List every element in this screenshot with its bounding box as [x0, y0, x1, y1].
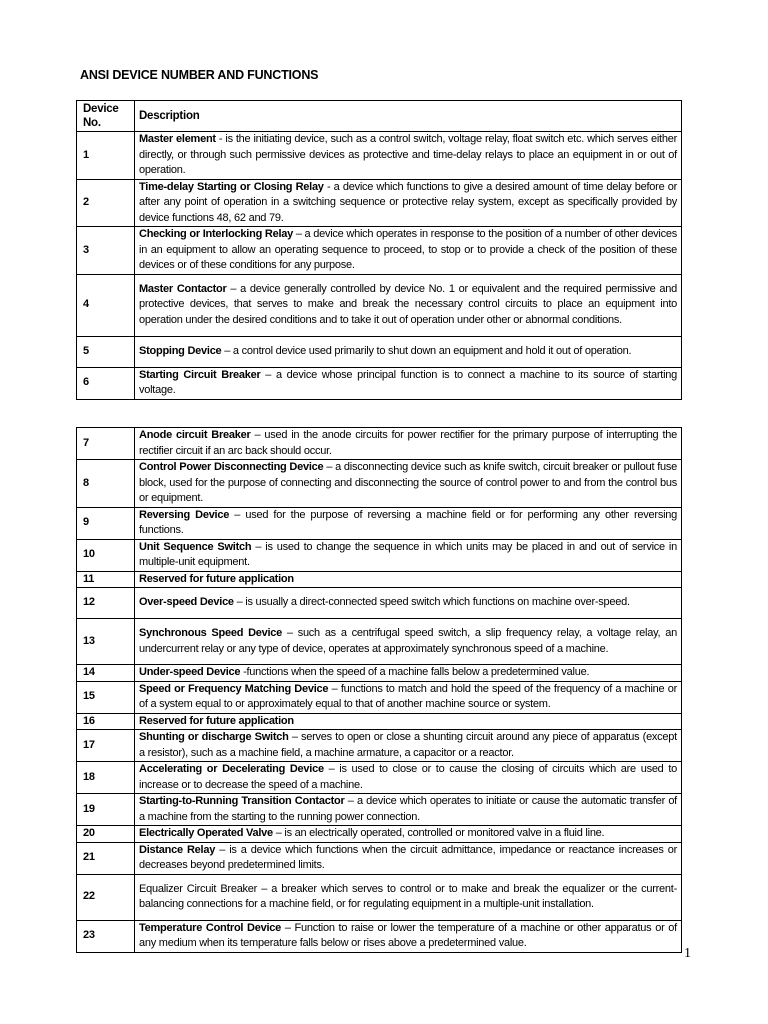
- device-function-text: – is an electrically operated, controlled or monitored valve in a fluid line.: [272, 827, 605, 839]
- device-description: [135, 794, 682, 826]
- device-description: [135, 539, 682, 571]
- table-row: [77, 539, 682, 571]
- page-number: 1: [684, 946, 691, 961]
- table-row: [77, 428, 682, 460]
- device-number: 20: [77, 826, 135, 843]
- device-description: [135, 619, 682, 665]
- table-row: [77, 571, 682, 588]
- device-number: 9: [77, 507, 135, 539]
- device-function-text: – is used to change the sequence in which units may be placed in and out of service in multiple-unit equipment.: [139, 540, 677, 568]
- table-row: [77, 730, 682, 762]
- device-function-text: – Function to raise or lower the temperature of a machine or other apparatus or of any medium when its temperature falls below or rises above a predetermined value.: [139, 921, 677, 949]
- device-number: 3: [77, 227, 135, 275]
- device-number: 12: [77, 588, 135, 619]
- device-name: Reserved for future application: [139, 572, 294, 585]
- device-number: 8: [77, 460, 135, 508]
- table-row: [77, 874, 682, 920]
- device-description: [135, 179, 682, 227]
- page-title: ANSI DEVICE NUMBER AND FUNCTIONS: [80, 68, 319, 82]
- device-number: 14: [77, 665, 135, 682]
- device-description: [135, 826, 682, 843]
- device-description: [135, 132, 682, 180]
- table-row: [77, 179, 682, 227]
- device-name: Under-speed Device: [139, 666, 241, 678]
- table-row: [77, 920, 682, 952]
- device-description: [135, 762, 682, 794]
- table-row: [77, 681, 682, 713]
- device-description: [135, 274, 682, 336]
- device-function-text: – a control device used primarily to shut down an equipment and hold it out of operation.: [221, 344, 632, 357]
- device-function-text: – a device which operates in response to the position of a number of other devices in an equipment to allow an operating sequence to proceed, to stop or to provide a check of the position of these devices or of these conditions for any purpose.: [139, 228, 677, 271]
- device-name: Time-delay Starting or Closing Relay: [139, 180, 324, 193]
- table-row: [77, 842, 682, 874]
- device-name: Master Contactor: [139, 282, 227, 295]
- table-row: [77, 336, 682, 367]
- device-name: Master element: [139, 133, 216, 145]
- device-name: Reserved for future application: [139, 714, 294, 727]
- table-row: [77, 794, 682, 826]
- table-row: [77, 460, 682, 508]
- device-function-text: Equalizer Circuit Breaker – a breaker which serves to control or to make and break the equalizer or the current-balancing connections for a machine field, or for regulating equipment in a multiple-unit installation.: [139, 882, 677, 910]
- device-function-text: – used for the purpose of reversing a machine field or for performing any other reversing functions.: [139, 508, 677, 536]
- device-description: [135, 227, 682, 275]
- device-number: 2: [77, 179, 135, 227]
- device-function-text: – a device which operates to initiate or cause the automatic transfer of a machine from the starting to the running power connection.: [139, 795, 677, 823]
- device-name: Starting-to-Running Transition Contactor: [139, 795, 345, 807]
- device-description: [135, 367, 682, 399]
- device-name: Over-speed Device: [139, 596, 234, 609]
- table-row: [77, 132, 682, 180]
- device-number: 18: [77, 762, 135, 794]
- device-number: 16: [77, 713, 135, 730]
- device-name: Starting Circuit Breaker: [139, 368, 261, 381]
- device-description: [135, 588, 682, 619]
- device-function-text: - a device which functions to give a desired amount of time delay before or after any point of operation in a switching sequence or protective relay system, except as specifically provided by device functions 48, 62 and 79.: [139, 180, 678, 224]
- table-header-row: [77, 101, 682, 132]
- device-number: 17: [77, 730, 135, 762]
- device-description: [135, 428, 682, 460]
- device-description: [135, 571, 682, 588]
- device-table-1: [76, 100, 682, 400]
- device-number: 23: [77, 920, 135, 952]
- device-name: Speed or Frequency Matching Device: [139, 682, 329, 695]
- device-function-text: – used in the anode circuits for power rectifier for the primary purpose of interrupting the rectifier circuit if an arc back should occur.: [139, 429, 677, 457]
- device-name: Accelerating or Decelerating Device: [139, 763, 324, 775]
- device-number: 5: [77, 336, 135, 367]
- device-description: [135, 842, 682, 874]
- device-name: Anode circuit Breaker: [139, 429, 251, 441]
- device-name: Shunting or discharge Switch: [139, 731, 289, 743]
- device-function-text: – a device whose principal function is to connect a machine to its source of starting voltage.: [139, 368, 677, 396]
- device-number: 4: [77, 274, 135, 336]
- device-table-2: [76, 427, 682, 953]
- device-description: [135, 681, 682, 713]
- table-row: [77, 507, 682, 539]
- table-row: [77, 619, 682, 665]
- table-row: [77, 665, 682, 682]
- device-name: Unit Sequence Switch: [139, 540, 252, 553]
- device-name: Distance Relay: [139, 843, 216, 856]
- device-number: 6: [77, 367, 135, 399]
- device-function-text: – is a device which functions when the circuit admittance, impedance or reactance increases or decreases beyond predetermined limits.: [139, 843, 678, 871]
- device-number: 13: [77, 619, 135, 665]
- header-description: Description: [135, 101, 682, 132]
- device-function-text: – functions to match and hold the speed of the frequency of a machine or of a system equal to or approximately equal to that of another machine source or system.: [139, 682, 677, 710]
- header-device-no: Device No.: [77, 101, 135, 132]
- device-description: [135, 730, 682, 762]
- device-name: Electrically Operated Valve: [139, 827, 273, 839]
- device-number: 21: [77, 842, 135, 874]
- device-number: 7: [77, 428, 135, 460]
- device-description: [135, 507, 682, 539]
- device-number: 1: [77, 132, 135, 180]
- device-number: 11: [77, 571, 135, 588]
- device-number: 10: [77, 539, 135, 571]
- device-description: [135, 920, 682, 952]
- table-row: [77, 588, 682, 619]
- table-row: [77, 713, 682, 730]
- device-name: Synchronous Speed Device: [139, 627, 283, 639]
- device-number: 15: [77, 681, 135, 713]
- device-number: 22: [77, 874, 135, 920]
- device-name: Checking or Interlocking Relay: [139, 228, 293, 240]
- device-function-text: - is the initiating device, such as a control switch, voltage relay, float switch etc. which serves either directly, or through such permissive devices as protective and time-delay relays to place an equipment in or out of operation.: [139, 133, 677, 176]
- table-row: [77, 367, 682, 399]
- table-row: [77, 826, 682, 843]
- table-row: [77, 762, 682, 794]
- device-description: [135, 665, 682, 682]
- device-description: [135, 336, 682, 367]
- device-function-text: – such as a centrifugal speed switch, a slip frequency relay, a voltage relay, an undercurrent relay or any type of device, operates at approximately synchronous speed of a machine.: [139, 627, 677, 655]
- device-description: [135, 713, 682, 730]
- device-function-text: – is usually a direct-connected speed switch which functions on machine over-speed.: [233, 596, 630, 609]
- device-name: Temperature Control Device: [139, 921, 282, 934]
- device-function-text: – a device generally controlled by device No. 1 or equivalent and the required permissive and protective devices, that serves to make and break the necessary control circuits to place an equipment into operation under the desired conditions and to take it out of operation under other or abnormal conditions.: [139, 282, 677, 326]
- device-name: Reversing Device: [139, 508, 230, 521]
- device-function-text: – a disconnecting device such as knife switch, circuit breaker or pullout fuse block, used for the purpose of connecting and disconnecting the source of control power to and from the control bus or equipment.: [139, 461, 677, 504]
- device-description: [135, 460, 682, 508]
- device-name: Stopping Device: [139, 344, 222, 357]
- device-function-text: – serves to open or close a shunting circuit around any piece of apparatus (except a resistor), such as a machine field, a machine armature, a capacitor or a reactor.: [139, 731, 677, 759]
- device-name: Control Power Disconnecting Device: [139, 461, 324, 473]
- device-function-text: – is used to close or to cause the closing of circuits which are used to increase or to decrease the speed of a machine.: [139, 763, 677, 791]
- device-function-text: -functions when the speed of a machine falls below a predetermined value.: [240, 666, 590, 678]
- device-number: 19: [77, 794, 135, 826]
- table-row: [77, 227, 682, 275]
- table-row: [77, 274, 682, 336]
- device-description: [135, 874, 682, 920]
